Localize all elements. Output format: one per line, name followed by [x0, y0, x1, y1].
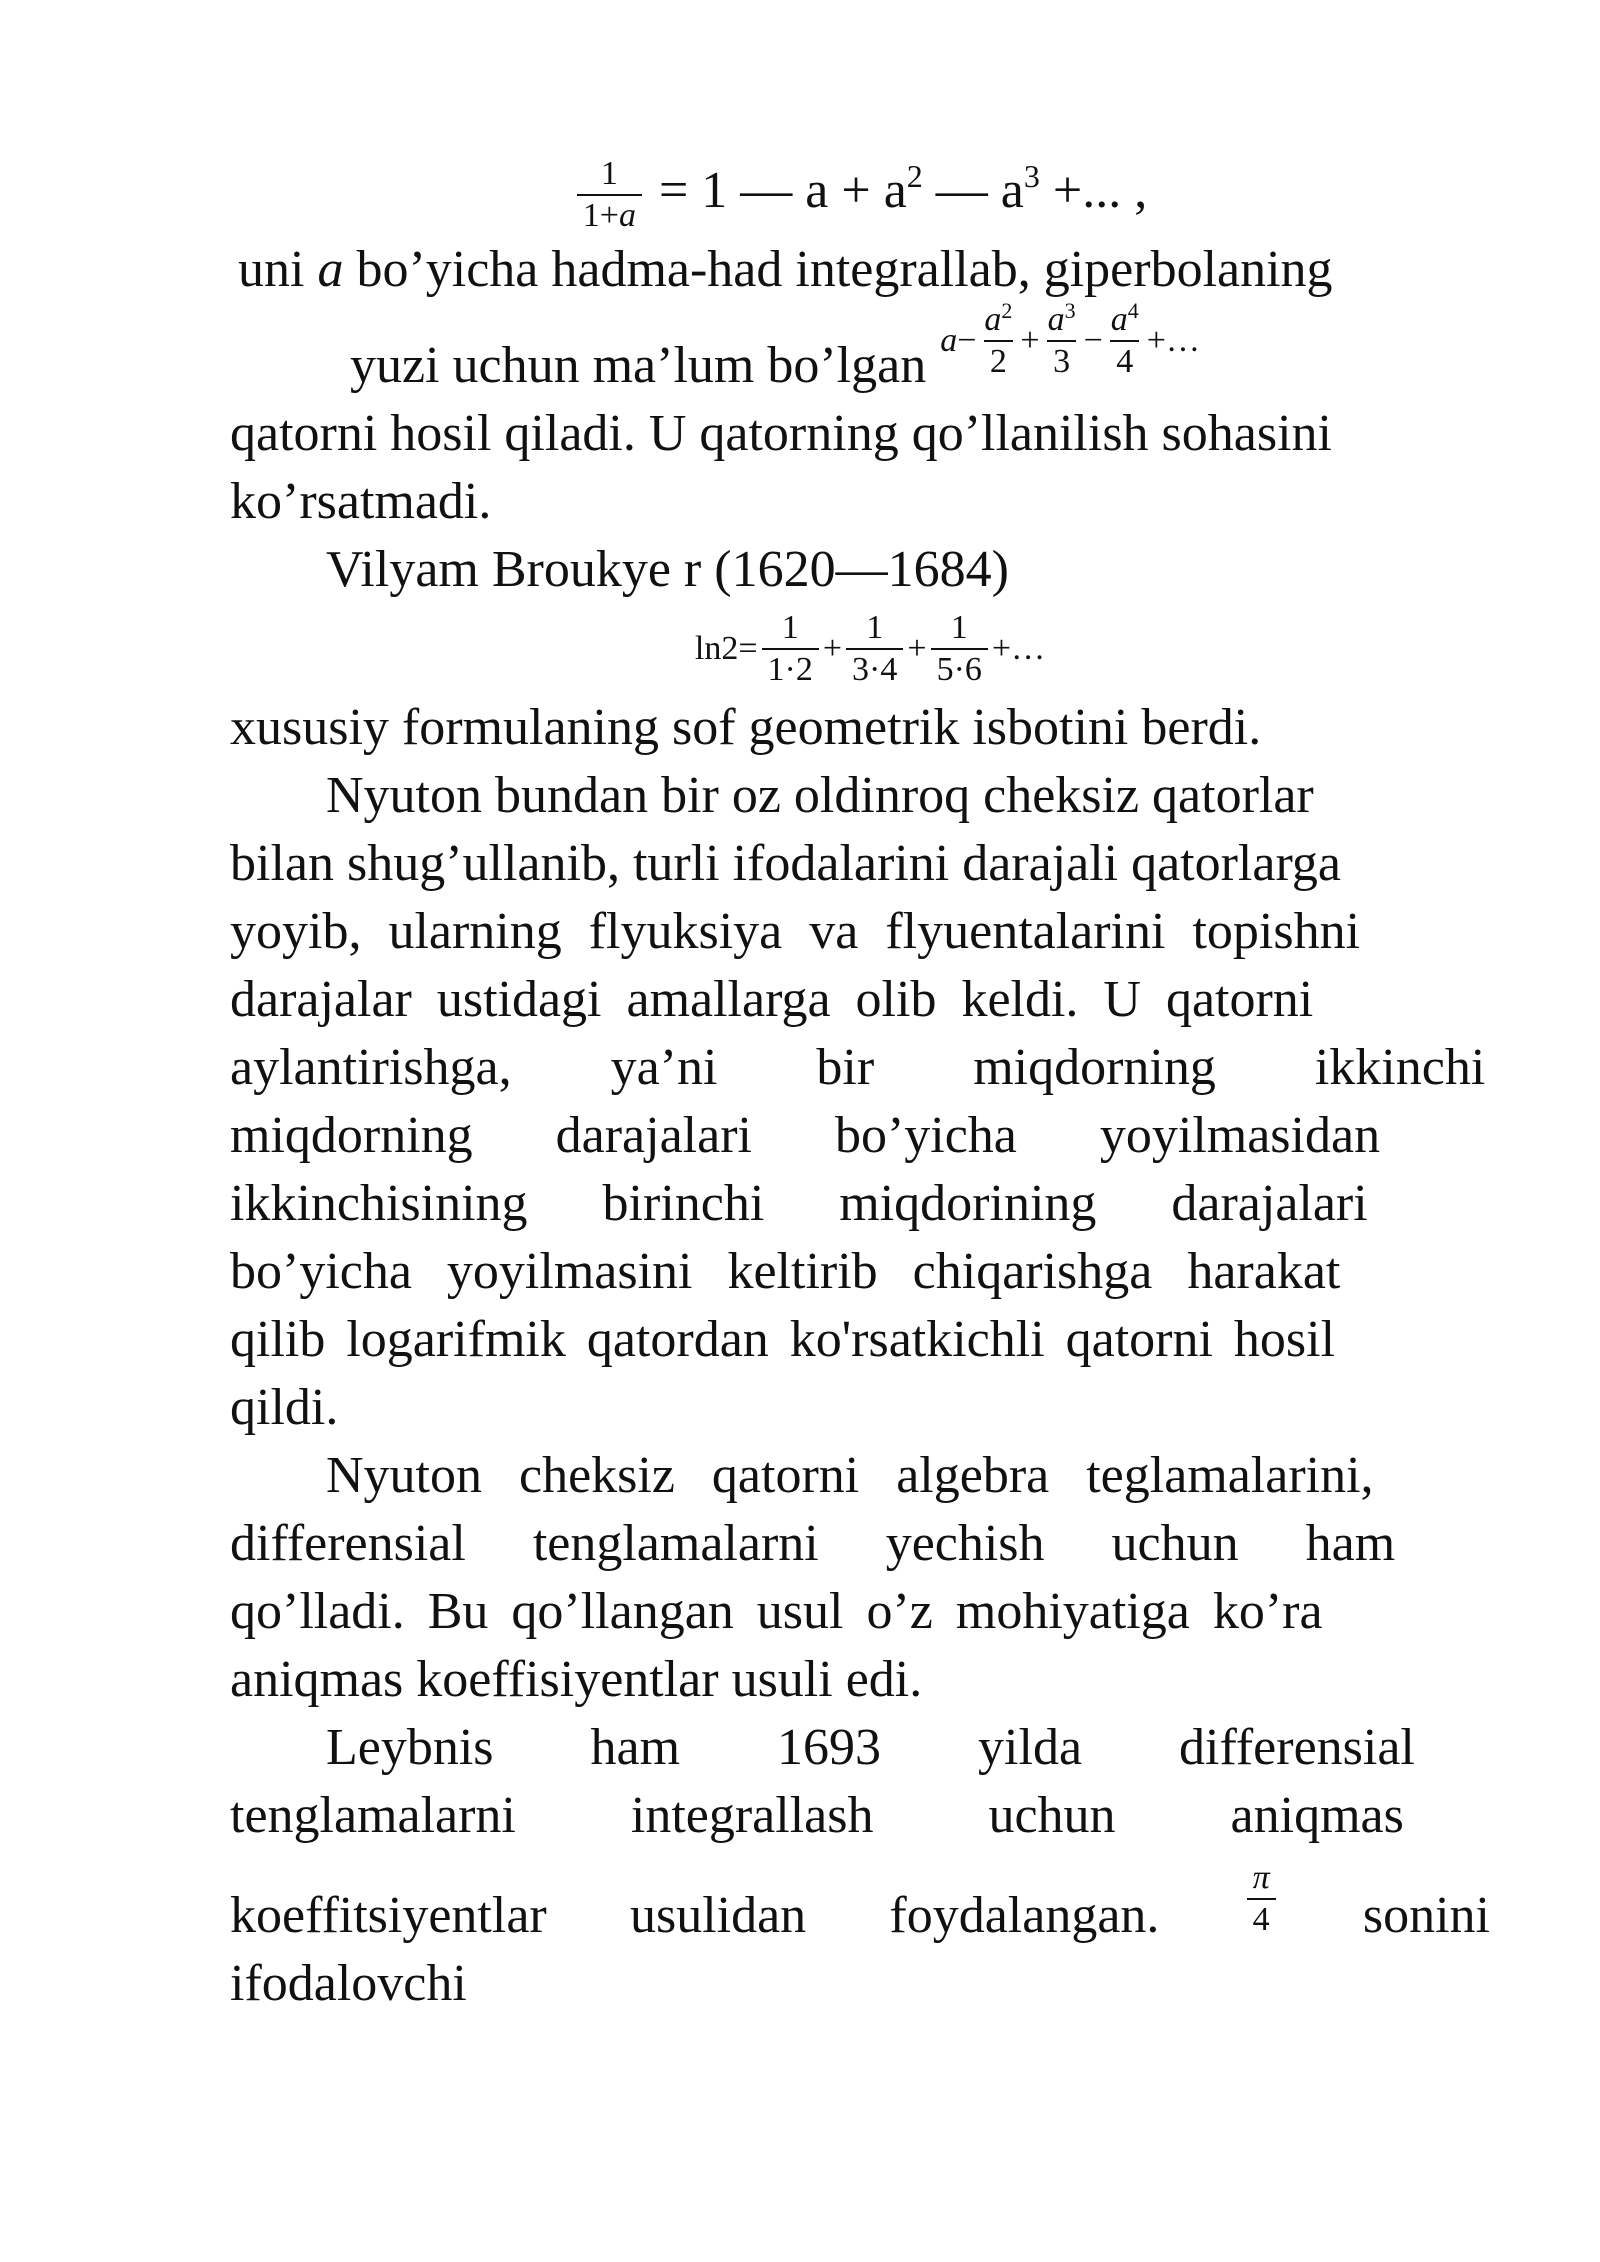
text-line: Nyuton cheksiz qatorni algebra teglamalarini, [326, 1447, 1374, 1504]
text-line: aniqmas koeffisiyentlar usuli edi. [230, 1651, 923, 1708]
text-line: qilib logarifmik qatordan ko'rsatkichli qatorni hosil [230, 1311, 1336, 1368]
text-line: ifodalovchi [230, 1955, 467, 2012]
pi-over-four-fraction: $\frac{\pi}{4}$ [1247, 1858, 1276, 1940]
log-series-formula: a − $\frac{a^2}{2}$ + $\frac{a^3}{3}$ − $\frac{a^4}{4}$ +… [940, 298, 1200, 380]
text-line: qo’lladi. Bu qo’llangan usul o’z mohiyatiga ko’ra [230, 1583, 1323, 1640]
text-line: xususiy formulaning sof geometrik isbotini berdi. [230, 699, 1262, 756]
fraction-one-over-one-plus-a: $\frac{1}{1+a}$ [577, 154, 642, 236]
text-line: qildi. [230, 1379, 339, 1436]
text-line: Vilyam Broukye r (1620—1684) [326, 541, 1009, 598]
text-line: uni a bo’yicha hadma-had integrallab, giperbolaning [238, 241, 1333, 298]
text-line: Nyuton bundan bir oz oldinroq cheksiz qatorlar [326, 767, 1314, 824]
text-line: yoyib, ularning flyuksiya va flyuentalarini topishni [230, 903, 1361, 960]
text-line: darajalar ustidagi amallarga olib keldi. U qatorni [230, 971, 1314, 1028]
text-line-with-pi: koeffitsiyentlar usulidan foydalangan. $\frac{\pi}{4}$ sonini [230, 1859, 1490, 1944]
text-line: bilan shug’ullanib, turli ifodalarini darajali qatorlarga [230, 835, 1341, 892]
paragraph-newton-equations [230, 1442, 1490, 1714]
text-line: differensial tenglamalarni yechish uchun ham [230, 1515, 1396, 1572]
text-line: qatorni hosil qiladi. U qatorning qo’llanilish sohasini [230, 405, 1333, 462]
text-line: miqdorning darajalari bo’yicha yoyilmasidan [230, 1107, 1381, 1164]
formula-geometric-series: $\frac{1}{1+a}$ = 1 — $a + a^2$ — $a^3$ +... , [230, 154, 1490, 236]
text-line: tenglamalarni integrallash uchun aniqmas [230, 1787, 1404, 1844]
paragraph-newton-series [230, 762, 1490, 1442]
text-line: ikkinchisining birinchi miqdorining darajalari [230, 1175, 1368, 1232]
paragraph-leibniz [230, 1714, 1490, 2018]
text-line-with-series: yuzi uchun ma’lum bo’lgan a − $\frac{a^2}{2}$ + $\frac{a^3}{3}$ − $\frac{a^4}{4}$ +… [350, 298, 1200, 394]
text-line: Leybnis ham 1693 yilda differensial [326, 1719, 1415, 1776]
text-line: bo’yicha yoyilmasini keltirib chiqarishga harakat [230, 1243, 1341, 1300]
text-line: aylantirishga, ya’ni bir miqdorning ikkinchi [230, 1039, 1486, 1096]
formula-ln2-series: ln2= $\frac{1}{1\cdot 2}$ + $\frac{1}{3\cdot 4}$ + $\frac{1}{5\cdot 6}$ +… [694, 609, 1046, 688]
text-line: ko’rsatmadi. [230, 473, 492, 530]
document-page [230, 150, 1490, 2018]
